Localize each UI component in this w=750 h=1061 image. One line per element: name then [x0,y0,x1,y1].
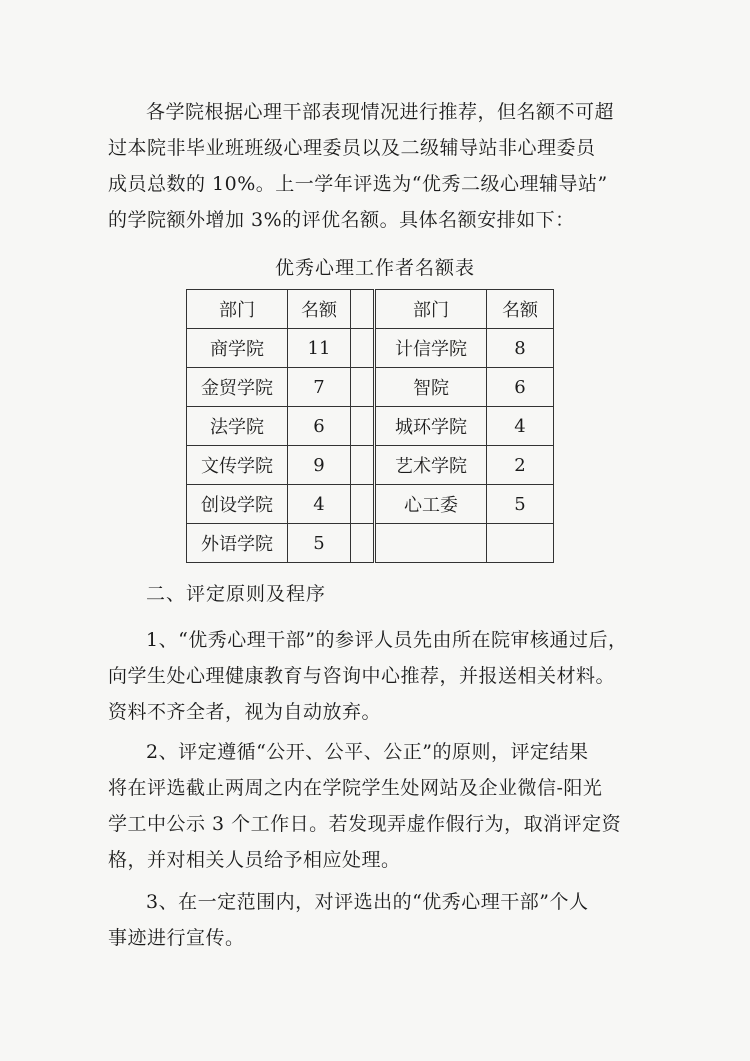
p2-line-2: 将在评选截止两周之内在学院学生处网站及企业微信-阳光 [108,777,603,799]
section-heading: 二、评定原则及程序 [146,583,327,605]
table-header-row [187,290,374,329]
spacer-cell [351,407,374,446]
header-quota: 名额 [288,290,351,329]
table-row [187,329,374,368]
dept-cell: 计信学院 [376,329,487,368]
table-row [376,368,554,407]
quota-table-right [375,289,554,563]
table-header-row [376,290,554,329]
quota-cell: 7 [288,368,351,407]
spacer-cell [351,290,374,329]
dept-cell: 外语学院 [187,524,288,563]
table-row [187,485,374,524]
p1-line-2: 向学生处心理健康教育与咨询中心推荐，并报送相关材料。 [108,665,616,687]
table-row [187,368,374,407]
p3-line-2: 事迹进行宣传。 [108,927,245,949]
spacer-cell [351,524,374,563]
intro-paragraph [108,94,628,238]
spacer-cell [351,485,374,524]
dept-cell: 城环学院 [376,407,487,446]
intro-line-3: 成员总数的 10%。上一学年评选为“优秀二级心理辅导站” [108,173,608,195]
spacer-cell [351,368,374,407]
header-dept: 部门 [187,290,288,329]
principle-paragraph-3 [108,884,628,956]
p1-line-3: 资料不齐全者，视为自动放弃。 [108,701,382,723]
intro-line-1: 各学院根据心理干部表现情况进行推荐，但名额不可超 [146,101,615,123]
dept-cell: 心工委 [376,485,487,524]
dept-cell: 智院 [376,368,487,407]
p2-line-4: 格，并对相关人员给予相应处理。 [108,849,401,871]
quota-cell [487,524,554,563]
quota-cell: 9 [288,446,351,485]
table-row [376,329,554,368]
spacer-cell [351,446,374,485]
quota-table-left [186,289,374,563]
table-title: 优秀心理工作者名额表 [274,257,475,279]
dept-cell [376,524,487,563]
quota-cell: 4 [487,407,554,446]
spacer-cell [351,329,374,368]
dept-cell: 创设学院 [187,485,288,524]
table-row [187,407,374,446]
quota-cell: 2 [487,446,554,485]
quota-cell: 8 [487,329,554,368]
table-row [187,524,374,563]
quota-cell: 6 [288,407,351,446]
dept-cell: 商学院 [187,329,288,368]
dept-cell: 金贸学院 [187,368,288,407]
p3-line-1: 3、在一定范围内，对评选出的“优秀心理干部”个人 [146,891,589,913]
header-dept: 部门 [376,290,487,329]
dept-cell: 艺术学院 [376,446,487,485]
table-row [376,407,554,446]
p2-line-3: 学工中公示 3 个工作日。若发现弄虚作假行为，取消评定资 [108,813,622,835]
principle-paragraph-2 [108,734,628,878]
quota-cell: 4 [288,485,351,524]
quota-cell: 5 [288,524,351,563]
p1-line-1: 1、“优秀心理干部”的参评人员先由所在院审核通过后， [146,629,628,651]
principle-paragraph-1 [108,622,628,730]
table-row [187,446,374,485]
table-row [376,485,554,524]
dept-cell: 文传学院 [187,446,288,485]
intro-line-4: 的学院额外增加 3%的评优名额。具体名额安排如下： [108,209,575,231]
table-row [376,524,554,563]
quota-cell: 11 [288,329,351,368]
quota-cell: 5 [487,485,554,524]
intro-line-2: 过本院非毕业班班级心理委员以及二级辅导站非心理委员 [108,137,596,159]
p2-line-1: 2、评定遵循“公开、公平、公正”的原则，评定结果 [146,741,589,763]
dept-cell: 法学院 [187,407,288,446]
table-row [376,446,554,485]
header-quota: 名额 [487,290,554,329]
quota-cell: 6 [487,368,554,407]
